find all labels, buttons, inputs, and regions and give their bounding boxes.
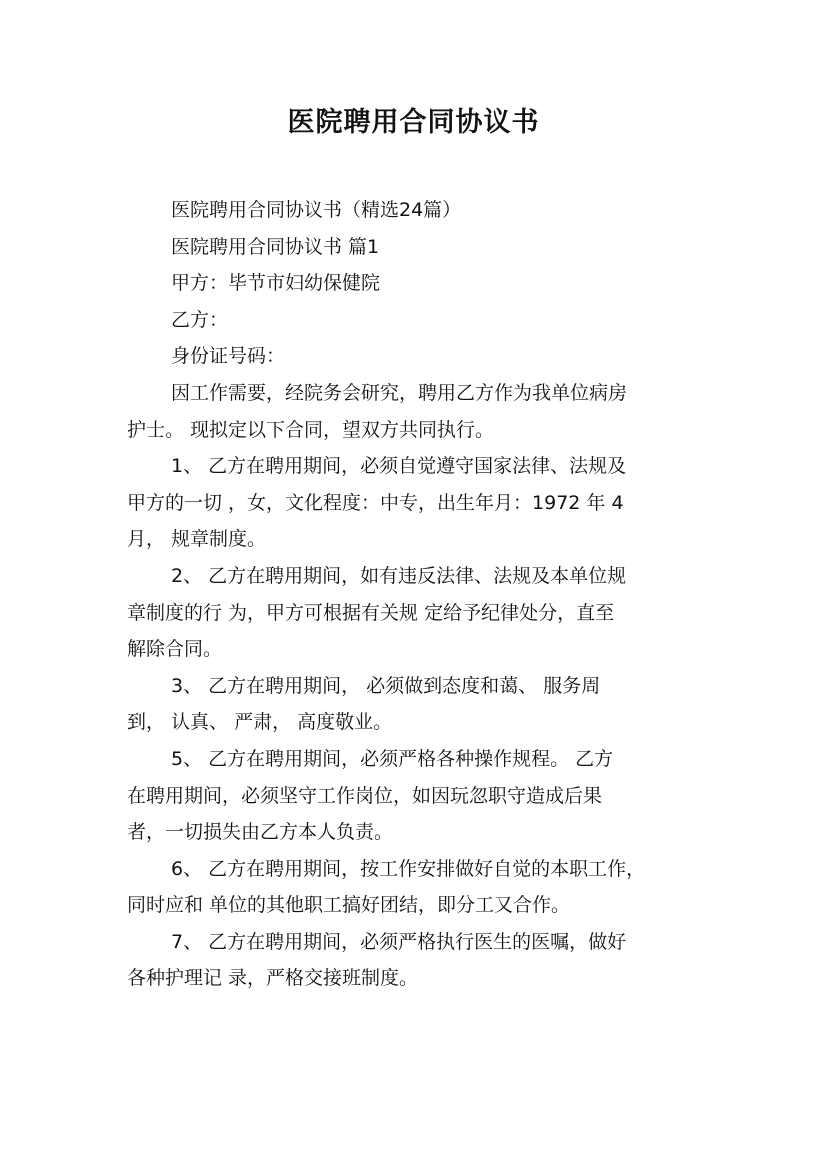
paragraph-line: 到， 认真、 严肃， 高度敬业。 [127,711,393,734]
paragraph-line: 月， 规章制度。 [127,528,267,551]
paragraph-line: 身份证号码： [171,345,286,368]
paragraph-line: 3、 乙方在聘用期间， 必须做到态度和蔼、 服务周 [171,674,601,697]
document-title: 医院聘用合同协议书 [287,107,540,138]
paragraph-line: 甲方：毕节市妇幼保健院 [171,272,381,295]
paragraph-line: 5、 乙方在聘用期间，必须严格各种操作规程。 乙方 [171,747,614,770]
paragraph-line: 7、 乙方在聘用期间，必须严格执行医生的医嘱，做好 [171,930,627,953]
paragraph-line: 解除合同。 [127,638,223,661]
paragraph-line: 者，一切损失由乙方本人负责。 [127,821,394,844]
paragraph-line: 1、 乙方在聘用期间，必须自觉遵守国家法律、法规及 [171,455,627,478]
paragraph-line: 因工作需要，经院务会研究，聘用乙方作为我单位病房 [171,381,628,404]
paragraph-line: 乙方： [171,308,229,331]
paragraph-line: 6、 乙方在聘用期间，按工作安排做好自觉的本职工作， [171,857,646,880]
paragraph-line: 各种护理记 录，严格交接班制度。 [127,967,419,990]
paragraph-line: 在聘用期间，必须坚守工作岗位，如因玩忽职守造成后果 [127,784,603,807]
paragraph-line: 甲方的一切 ，女，文化程度：中专，出生年月：1972 年 4 [127,491,624,514]
document-body [127,192,702,997]
paragraph-line: 医院聘用合同协议书（精选24篇） [171,199,462,221]
paragraph-line: 章制度的行 为，甲方可根据有关规 定给予纪律处分，直至 [127,601,615,624]
paragraph-line: 同时应和 单位的其他职工搞好团结，即分工又合作。 [127,894,571,917]
paragraph-line: 2、 乙方在聘用期间，如有违反法律、法规及本单位规 [171,564,627,587]
paragraph-line: 医院聘用合同协议书 篇1 [171,235,380,258]
paragraph-line: 护士。 现拟定以下合同，望双方共同执行。 [127,418,495,441]
